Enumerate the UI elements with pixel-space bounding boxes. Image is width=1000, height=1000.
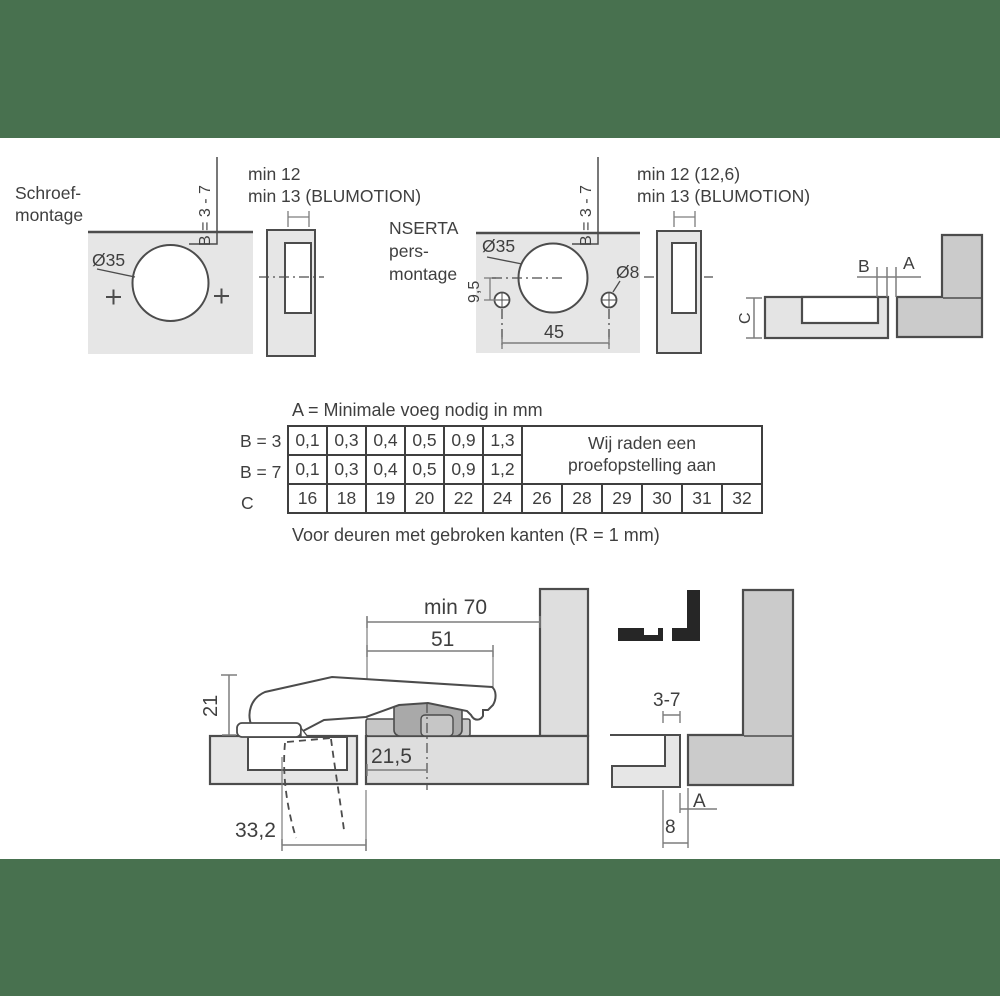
- cell: 0,1: [288, 455, 327, 484]
- dim-33-2: [282, 839, 366, 851]
- cell: 31: [682, 484, 722, 513]
- cell: 26: [522, 484, 562, 513]
- cup-recess-side: [672, 243, 696, 313]
- cabinet-corner: [897, 235, 982, 337]
- cell: 24: [483, 484, 522, 513]
- cell: 32: [722, 484, 762, 513]
- hinge-cross-section: [210, 589, 588, 851]
- mounting-plate-screw-boss: [421, 715, 453, 736]
- spacing-45-label: 45: [544, 322, 565, 342]
- cell: 19: [366, 484, 405, 513]
- cup-dia-label: Ø35: [92, 250, 126, 270]
- cabinet-corner: [688, 590, 793, 785]
- depth-b-label: B = 3 - 7: [578, 185, 595, 246]
- table-row: [288, 484, 762, 513]
- cell: 16: [288, 484, 327, 513]
- cell: 0,5: [405, 426, 444, 455]
- min-depth-line2: min 13 (BLUMOTION): [248, 186, 422, 206]
- voeg-table: [287, 425, 763, 514]
- cup-recess-section: [802, 297, 878, 323]
- cell: 0,4: [366, 455, 405, 484]
- screw-mount-title-line1: Schroef-: [15, 183, 82, 203]
- rabbeted-door-section: [612, 735, 680, 787]
- offset-9-5-label: 9,5: [466, 280, 483, 303]
- cup-recess-side: [285, 243, 311, 313]
- dim-21-label: 21: [200, 694, 222, 717]
- cell: 29: [602, 484, 642, 513]
- cell: 20: [405, 484, 444, 513]
- dowel-dia-label: Ø8: [616, 262, 640, 282]
- dim-min70-label: min 70: [424, 596, 488, 619]
- dim-a-label: A: [693, 791, 706, 812]
- cell: 18: [327, 484, 366, 513]
- hinge-cup-flange: [237, 723, 301, 737]
- table-caption: Voor deuren met gebroken kanten (R = 1 mm): [292, 525, 660, 545]
- inserta-title-line2: pers-: [389, 241, 429, 261]
- row-label-b3: B = 3: [240, 431, 282, 451]
- cell: 0,4: [366, 426, 405, 455]
- cell: 28: [562, 484, 602, 513]
- dim-8-label: 8: [665, 817, 676, 838]
- min-depth-bracket: [674, 211, 695, 227]
- dim-3-7-label: 3-7: [653, 690, 681, 711]
- inserta-title-line3: montage: [389, 264, 458, 284]
- table-title: A = Minimale voeg nodig in mm: [292, 400, 543, 420]
- cell: 22: [444, 484, 483, 513]
- table-row: [288, 426, 762, 455]
- min-depth-line1: min 12: [248, 164, 301, 184]
- min-depth-bracket: [288, 211, 309, 227]
- cell: 0,1: [288, 426, 327, 455]
- thick-door-pictogram-icon: [618, 590, 700, 641]
- cup-hole-35: [133, 245, 209, 321]
- row-label-c: C: [241, 493, 254, 513]
- dim-33-2-label: 33,2: [235, 819, 276, 842]
- cell: 1,3: [483, 426, 522, 455]
- cell: 0,9: [444, 426, 483, 455]
- dim-51: [367, 645, 493, 657]
- gap-detail-section: [746, 235, 982, 338]
- dim-b-label: B: [858, 256, 870, 276]
- table-note: Wij raden een proefopstelling aan: [522, 426, 762, 484]
- dim-c-label: C: [737, 312, 754, 324]
- cell: 0,9: [444, 455, 483, 484]
- screw-mount-title-line2: montage: [15, 205, 84, 225]
- cell: 0,3: [327, 455, 366, 484]
- cell: 0,3: [327, 426, 366, 455]
- min-depth-line1: min 12 (12,6): [637, 164, 741, 184]
- cup-dia-label: Ø35: [482, 236, 516, 256]
- cabinet-side-panel: [540, 589, 588, 736]
- cell: 30: [642, 484, 682, 513]
- inserta-title-line1: NSERTA: [389, 218, 459, 238]
- cell: 1,2: [483, 455, 522, 484]
- dim-21: [221, 675, 237, 735]
- dim-a-label: A: [903, 253, 915, 273]
- row-label-b7: B = 7: [240, 462, 282, 482]
- depth-b-label: B = 3 - 7: [197, 185, 214, 246]
- min-depth-line2: min 13 (BLUMOTION): [637, 186, 811, 206]
- dim-51-label: 51: [431, 628, 455, 651]
- dim-21-5-label: 21,5: [371, 745, 412, 768]
- cell: 0,5: [405, 455, 444, 484]
- dim-3-7-bracket: [663, 711, 680, 723]
